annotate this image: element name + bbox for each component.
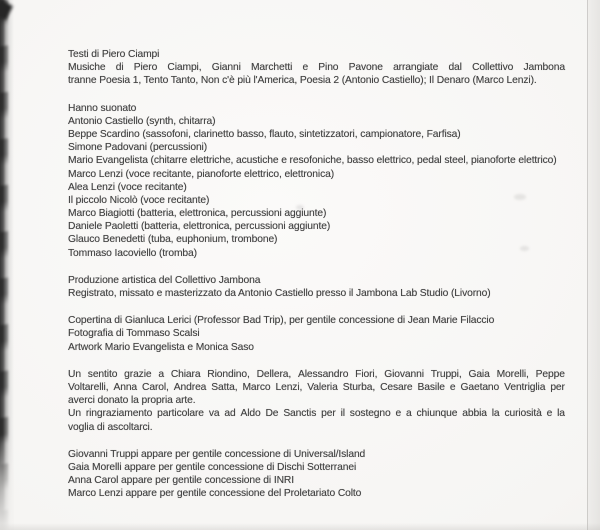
text-line: Il piccolo Nicolò (voce recitante) <box>68 194 210 206</box>
paragraph-work-credits <box>68 48 565 88</box>
paragraph-label-permissions <box>68 448 565 501</box>
paragraph-thanks <box>68 368 565 434</box>
text-line: Produzione artistica del Collettivo Jambona <box>68 274 261 286</box>
text-line: Voltarelli, Anna Carol, Andrea Satta, Marco Lenzi, Valeria Sturba, Cesare Basile e Gaetano Ventriglia per <box>68 381 565 393</box>
text-line: Artwork Mario Evangelista e Monica Saso <box>68 341 254 353</box>
text-line: Anna Carol appare per gentile concessione di INRI <box>68 475 294 487</box>
text-line: Marco Biagiotti (batteria, elettronica, percussioni aggiunte) <box>68 208 327 220</box>
text-line: Tommaso Iacoviello (tromba) <box>68 247 197 259</box>
text-line: Hanno suonato <box>68 102 137 114</box>
text-line: Testi di Piero Ciampi <box>68 49 160 60</box>
text-line: voglia di ascoltarci. <box>68 421 153 433</box>
text-line: Glauco Benedetti (tuba, euphonium, trombone) <box>68 234 278 246</box>
text-line: Musiche di Piero Ciampi, Gianni Marchetti e Pino Pavone arrangiate dal Collettivo Jambona <box>68 62 565 74</box>
text-line: Un sentito grazie a Chiara Riondino, Dellera, Alessandro Fiori, Giovanni Truppi, Gaia Morelli, Peppe <box>68 368 565 380</box>
text-line: Alea Lenzi (voce recitante) <box>68 181 187 193</box>
text-line: Simone Padovani (percussioni) <box>68 142 208 154</box>
text-line: Registrato, missato e masterizzato da Antonio Castiello presso il Jambona Lab Studio (Livorno) <box>68 288 491 299</box>
text-line: Gaia Morelli appare per gentile concessione di Dischi Sotterranei <box>68 461 357 473</box>
text-line: Marco Lenzi (voce recitante, pianoforte elettrico, elettronica) <box>68 168 335 180</box>
text-line: Antonio Castiello (synth, chitarra) <box>68 115 216 127</box>
page-bottom-edge <box>0 523 600 530</box>
booklet-spine-shadow <box>0 0 14 530</box>
text-line: tranne Poesia 1, Tento Tanto, Non c'è più l'America, Poesia 2 (Antonio Castiello); Il Denaro (Marco Lenzi). <box>68 75 537 87</box>
text-line: Copertina di Gianluca Lerici (Professor Bad Trip), per gentile concessione di Jean Marie Filaccio <box>68 315 495 327</box>
text-line: averci donato la propria arte. <box>68 395 196 407</box>
text-line: Un ringraziamento particolare va ad Aldo De Sanctis per il sostegno e a chiunque abbia la curiosità e la <box>68 408 565 420</box>
text-line: Daniele Paoletti (batteria, elettronica, percussioni aggiunte) <box>68 221 331 233</box>
text-line: Fotografia di Tommaso Scalsi <box>68 328 200 340</box>
text-line: Mario Evangelista (chitarre elettriche, acustiche e resofoniche, basso elettrico, pedal steel, pianoforte elettrico) <box>68 155 557 167</box>
paragraph-musicians <box>68 102 565 260</box>
page-right-edge <box>587 0 600 530</box>
text-line: Giovanni Truppi appare per gentile concessione di Universal/Island <box>68 448 366 460</box>
paragraph-artwork-credits <box>68 314 565 354</box>
liner-notes-text <box>68 48 565 514</box>
text-line: Marco Lenzi appare per gentile concessione del Proletariato Colto <box>68 488 362 500</box>
text-line: Beppe Scardino (sassofoni, clarinetto basso, flauto, sintetizzatori, campionatore, Farfisa) <box>68 128 461 140</box>
paragraph-production-credits <box>68 274 565 300</box>
